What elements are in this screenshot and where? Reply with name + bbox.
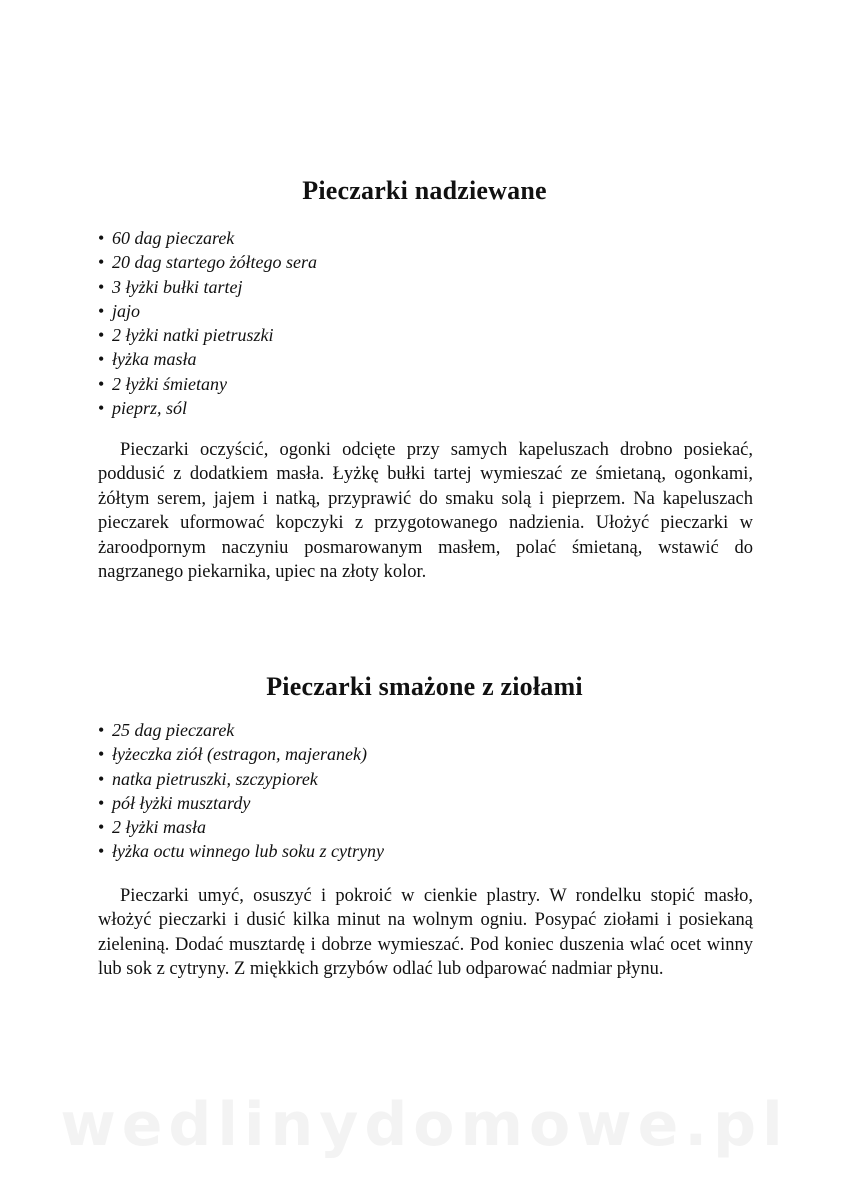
- ingredient-item: • 2 łyżki masła: [98, 815, 384, 839]
- watermark: wedlinydomowe.pl: [60, 1090, 789, 1160]
- ingredient-list: [98, 718, 384, 864]
- ingredient-item: • 2 łyżki śmietany: [98, 372, 317, 396]
- ingredient-item: • 60 dag pieczarek: [98, 226, 317, 250]
- ingredient-item: • natka pietruszki, szczypiorek: [98, 767, 384, 791]
- ingredient-item: • pół łyżki musztardy: [98, 791, 384, 815]
- ingredient-item: • łyżka masła: [98, 347, 317, 371]
- ingredient-item: • pieprz, sól: [98, 396, 317, 420]
- recipe-instructions: Pieczarki oczyścić, ogonki odcięte przy samych kapeluszach drobno posiekać, poddusić z dodatkiem masła. Łyżkę bułki tartej wymieszać ze śmietaną, ogonkami, żółtym serem, jajem i natką, przyprawić do smaku solą i pieprzem. Na kapeluszach pieczarek uformować kopczyki z przygotowanego nadzienia. Ułożyć pieczarki w żaroodpornym naczyniu posmarowanym masłem, polać śmietaną, wstawić do nagrzanego piekarnika, upiec na złoty kolor.: [98, 440, 753, 583]
- ingredient-item: • 2 łyżki natki pietruszki: [98, 323, 317, 347]
- ingredient-item: • 3 łyżki bułki tartej: [98, 275, 317, 299]
- ingredient-item: • 20 dag startego żółtego sera: [98, 250, 317, 274]
- ingredient-item: • łyżeczka ziół (estragon, majeranek): [98, 742, 384, 766]
- recipe-instructions: Pieczarki umyć, osuszyć i pokroić w cienkie plastry. W rondelku stopić masło, włożyć pieczarki i dusić kilka minut na wolnym ogniu. Posypać ziołami i posiekaną zieleniną. Dodać musztardę i dobrze wymieszać. Pod koniec duszenia wlać ocet winny lub sok z cytryny. Z miękkich grzybów odlać lub odparować nadmiar płynu.: [98, 886, 753, 980]
- recipe-title: Pieczarki nadziewane: [302, 176, 547, 205]
- ingredient-item: • 25 dag pieczarek: [98, 718, 384, 742]
- recipe-title: Pieczarki smażone z ziołami: [266, 672, 583, 701]
- ingredient-list: [98, 226, 317, 420]
- ingredient-item: • jajo: [98, 299, 317, 323]
- ingredient-item: • łyżka octu winnego lub soku z cytryny: [98, 839, 384, 863]
